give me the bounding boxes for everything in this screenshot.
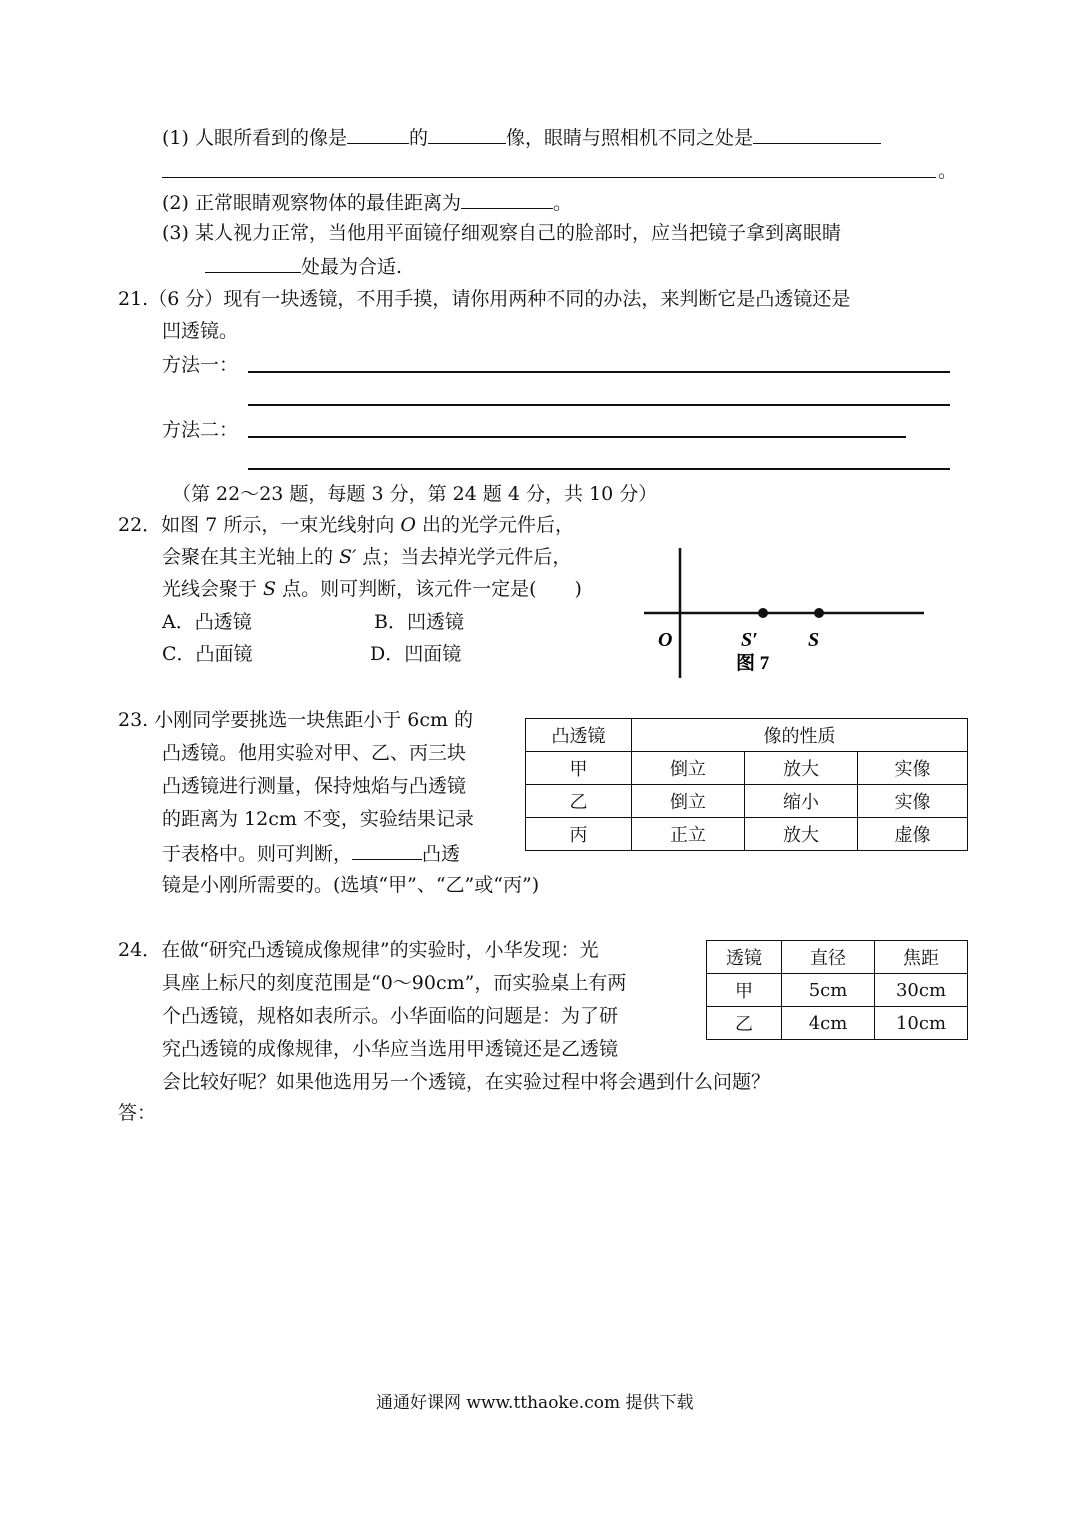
option-d[interactable]: D．凹面镜: [370, 643, 462, 665]
table-header-cell: 凸透镜: [526, 719, 632, 752]
table-cell: 缩小: [745, 785, 858, 818]
answer-blank[interactable]: [205, 252, 301, 273]
table-header-cell: 焦距: [875, 941, 968, 974]
method2-answer-line[interactable]: [248, 468, 950, 470]
table-cell: 放大: [745, 752, 858, 785]
table-cell: 乙: [707, 1007, 782, 1040]
table-cell: 4cm: [782, 1007, 875, 1040]
method1-answer-line[interactable]: [248, 371, 950, 373]
q24-text: 究凸透镜的成像规律，小华应当选用甲透镜还是乙透镜: [162, 1038, 619, 1060]
q24-text: 24．在做“研究凸透镜成像规律”的实验时，小华发现：光: [118, 939, 599, 961]
section-note: （第 22～23 题，每题 3 分，第 24 题 4 分，共 10 分）: [172, 483, 658, 505]
table-cell: 倒立: [632, 785, 745, 818]
q23-text: 的距离为 12cm 不变，实验结果记录: [162, 808, 474, 830]
option-b[interactable]: B．凹透镜: [374, 611, 464, 633]
q23-text: 凸透镜。他用实验对甲、乙、丙三块: [162, 742, 467, 764]
q23-results-table: [525, 718, 968, 851]
table-cell: 乙: [526, 785, 632, 818]
table-header-row: [526, 719, 968, 752]
table-header-cell: 直径: [782, 941, 875, 974]
q20-part3-cont: 处最为合适.: [205, 252, 402, 280]
q23-text: 凸透镜进行测量，保持烛焰与凸透镜: [162, 775, 467, 797]
q20-part2: (2) 正常眼睛观察物体的最佳距离为 。: [162, 188, 572, 216]
page-footer: 通通好课网 www.tthaoke.com 提供下载: [376, 1393, 694, 1413]
q21-text-cont: 凹透镜。: [162, 320, 239, 342]
table-header-cell: 像的性质: [632, 719, 968, 752]
q20-part3: (3) 某人视力正常，当他用平面镜仔细观察自己的脸部时，应当把镜子拿到离眼睛: [162, 222, 841, 244]
answer-blank[interactable]: [352, 839, 422, 860]
table-row: [707, 974, 968, 1007]
answer-label: 答：: [118, 1102, 157, 1124]
label-s: S: [808, 629, 820, 651]
label-o: O: [658, 629, 673, 651]
point-s: [814, 608, 824, 618]
table-cell: 正立: [632, 818, 745, 851]
q24-text: 个凸透镜，规格如表所示。小华面临的问题是：为了研: [162, 1005, 619, 1027]
answer-blank[interactable]: [347, 123, 409, 144]
table-row: [526, 818, 968, 851]
table-row: [526, 785, 968, 818]
table-cell: 虚像: [858, 818, 968, 851]
point-s-prime: [758, 608, 768, 618]
q21-method1-label: 方法一：: [162, 354, 239, 376]
q24-lens-table: [706, 940, 968, 1040]
q20-part1: (1) 人眼所看到的像是 的 像，眼睛与照相机不同之处是: [162, 123, 881, 151]
option-c[interactable]: C．凸面镜: [162, 643, 253, 665]
table-cell: 实像: [858, 785, 968, 818]
q21-text: 21.（6 分）现有一块透镜，不用手摸，请你用两种不同的办法，来判断它是凸透镜还是: [118, 288, 851, 310]
figure-7-diagram: [630, 540, 940, 685]
table-cell: 倒立: [632, 752, 745, 785]
answer-blank[interactable]: [753, 123, 881, 144]
table-row: [707, 1007, 968, 1040]
table-cell: 丙: [526, 818, 632, 851]
table-cell: 甲: [707, 974, 782, 1007]
table-cell: 5cm: [782, 974, 875, 1007]
table-cell: 实像: [858, 752, 968, 785]
table-cell: 放大: [745, 818, 858, 851]
table-header-row: [707, 941, 968, 974]
table-row: [526, 752, 968, 785]
option-a[interactable]: A．凸透镜: [162, 611, 252, 633]
table-header-cell: 透镜: [707, 941, 782, 974]
q21-method2-label: 方法二：: [162, 419, 239, 441]
figure-caption: 图 7: [736, 653, 770, 674]
q23-text: 于表格中。则可判断， 凸透: [162, 839, 460, 867]
label-s-prime: S′: [741, 629, 758, 651]
method2-answer-line[interactable]: [248, 436, 906, 438]
table-cell: 30cm: [875, 974, 968, 1007]
answer-line[interactable]: [162, 177, 936, 178]
answer-blank[interactable]: [428, 123, 506, 144]
q23-text: 镜是小刚所需要的。(选填“甲”、“乙”或“丙”): [162, 874, 540, 896]
q24-text: 会比较好呢？如果他选用另一个透镜，在实验过程中将会遇到什么问题？: [162, 1071, 771, 1093]
q22-text: 22．如图 7 所示，一束光线射向 O 出的光学元件后，: [118, 514, 575, 536]
answer-blank[interactable]: [461, 188, 553, 209]
q22-text: 光线会聚于 S 点。则可判断，该元件一定是( ): [162, 578, 582, 600]
method1-answer-line[interactable]: [248, 404, 950, 406]
q23-text: 23. 小刚同学要挑选一块焦距小于 6cm 的: [118, 709, 474, 731]
q24-text: 具座上标尺的刻度范围是“0～90cm”，而实验桌上有两: [162, 972, 627, 994]
q22-text: 会聚在其主光轴上的 S′ 点；当去掉光学元件后，: [162, 546, 572, 568]
table-cell: 10cm: [875, 1007, 968, 1040]
q20-part1-end: 。: [938, 160, 958, 182]
table-cell: 甲: [526, 752, 632, 785]
